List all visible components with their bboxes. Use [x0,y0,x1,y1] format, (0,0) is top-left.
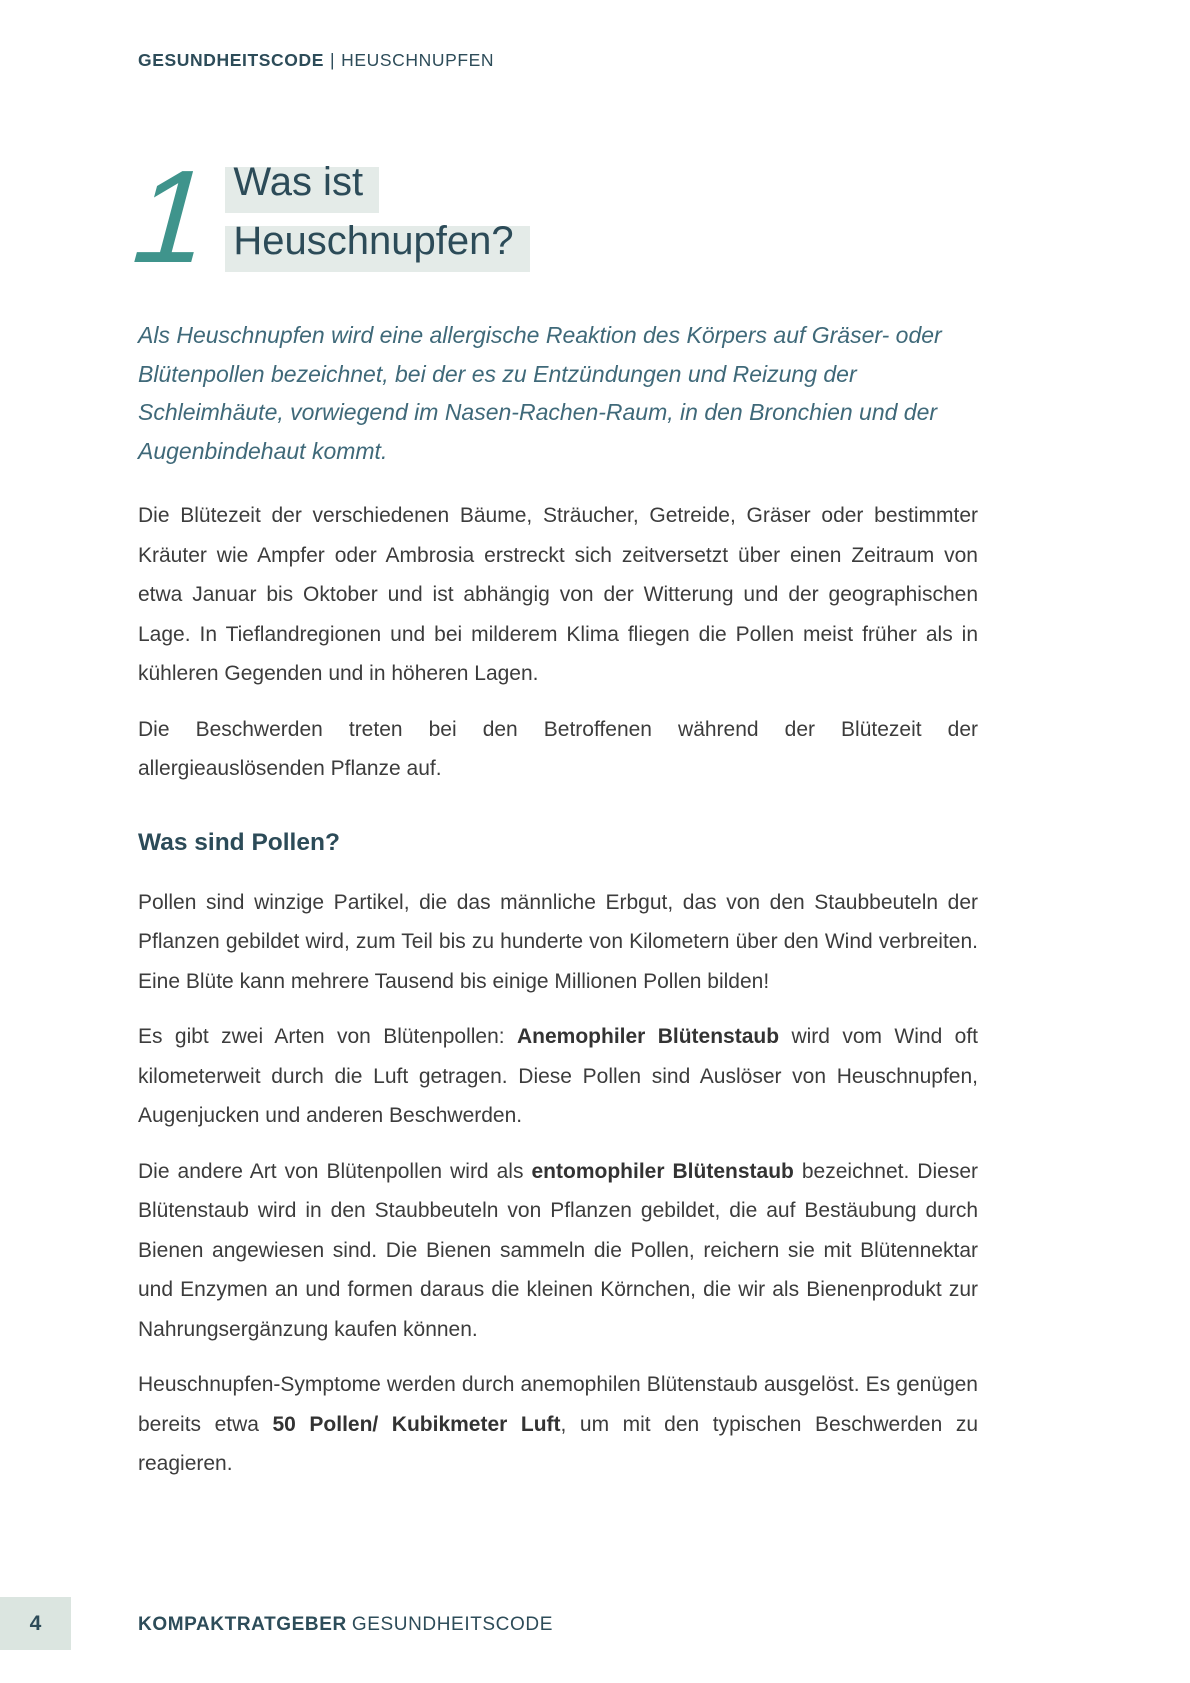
footer-line [138,1614,553,1636]
chapter-opener [128,143,978,290]
chapter-number: 1 [128,143,213,290]
header-separator: | [329,50,336,70]
content-column [128,143,978,1484]
section-heading-was-sind-pollen: Was sind Pollen? [138,828,340,856]
chapter-title-line-2: Heuschnupfen? [225,213,529,272]
lead-paragraph: Als Heuschnupfen wird eine allergische Reaktion des Körpers auf Gräser- oder Blütenpollen bezeichnet, bei der es zu Entzündungen und Reizung der Schleimhäute, vorwiegend im Nasen-Rachen-Raum, in den Bronchien und der Augenbindehaut kommt. [138,322,942,464]
header-book-title: GESUNDHEITSCODE [138,50,324,70]
paragraph-symptoms-timing: Die Beschwerden treten bei den Betroffenen während der Blütezeit der allergieauslösenden Pflanze auf. [138,717,978,780]
chapter-title [233,148,529,272]
footer-book-title: GESUNDHEITSCODE [351,1614,553,1635]
paragraph-pollen-definition: Pollen sind winzige Partikel, die das männliche Erbgut, das von den Staubbeuteln der Pflanzen gebildet wird, zum Teil bis zu hunderte von Kilometern über den Wind verbreiten. Eine Blüte kann mehrere Tausend bis einige Millionen Pollen bilden! [138,890,978,993]
footer-series-title: KOMPAKTRATGEBER [138,1614,347,1635]
paragraph-anemophil: Es gibt zwei Arten von Blütenpollen: Anemophiler Blütenstaub wird vom Wind oft kilometerweit durch die Luft getragen. Diese Pollen sind Auslöser von Heuschnupfen, Augenjucken und anderen Beschwerden. [138,1025,978,1127]
chapter-title-line-1: Was ist [225,154,379,213]
paragraph-symptom-threshold: Heuschnupfen-Symptome werden durch anemophilen Blütenstaub ausgelöst. Es genügen bereits etwa 50 Pollen/ Kubikmeter Luft, um mit den typischen Beschwerden zu reagieren. [138,1373,978,1475]
paragraph-bloom-season: Die Blütezeit der verschiedenen Bäume, Sträucher, Getreide, Gräser oder bestimmter Kräuter wie Ampfer oder Ambrosia erstreckt sich zeitversetzt über einen Zeitraum von etwa Januar bis Oktober und ist abhängig von der Witterung und der geographischen Lage. In Tieflandregionen und bei milderem Klima fliegen die Pollen meist früher als in kühleren Gegenden und in höheren Lagen. [138,504,978,685]
running-header [138,50,494,71]
page-number: 4 [29,1611,42,1635]
header-chapter-topic: HEUSCHNUPFEN [341,50,495,70]
paragraph-entomophil: Die andere Art von Blütenpollen wird als entomophiler Blütenstaub bezeichnet. Dieser Blütenstaub wird in den Staubbeuteln von Pflanzen gebildet, die auf Bestäubung durch Bienen angewiesen sind. Die Bienen sammeln die Pollen, reichern sie mit Blütennektar und Enzymen an und formen daraus die kleinen Körnchen, die wir als Bienenprodukt zur Nahrungsergänzung kaufen können. [138,1159,978,1341]
page-number-box [0,1597,71,1650]
